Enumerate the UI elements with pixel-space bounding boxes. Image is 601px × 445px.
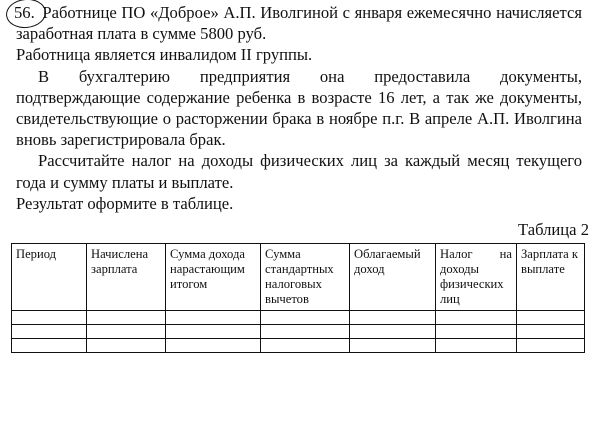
header-salary-payable: Зарплата к выплате xyxy=(517,244,585,311)
problem-text xyxy=(16,2,582,214)
header-cumulative-income: Сумма дохода нарастающим итогом xyxy=(166,244,261,311)
table-cell xyxy=(436,325,517,339)
table-cell xyxy=(166,339,261,353)
table-cell xyxy=(166,311,261,325)
result-table xyxy=(11,243,585,353)
table-cell xyxy=(436,339,517,353)
table-cell xyxy=(261,325,350,339)
problem-number: 56. xyxy=(12,2,38,23)
table-cell xyxy=(436,311,517,325)
header-standard-deductions: Сумма стандартных налоговых вычетов xyxy=(261,244,350,311)
table-cell xyxy=(350,339,436,353)
problem-paragraph-3: Рассчитайте налог на доходы физических лиц за каждый месяц текущего года и сумму платы и выплате. xyxy=(16,151,582,192)
table-caption: Таблица 2 xyxy=(518,220,589,239)
table-cell xyxy=(12,325,87,339)
header-taxable-income: Облагаемый доход xyxy=(350,244,436,311)
problem-paragraph-4: Результат оформите в таблице. xyxy=(16,193,234,213)
table-cell xyxy=(517,339,585,353)
header-accrued-salary: Начислена зарплата xyxy=(87,244,166,311)
header-period: Период xyxy=(12,244,87,311)
table-cell xyxy=(87,339,166,353)
table-cell xyxy=(350,325,436,339)
table-cell xyxy=(517,325,585,339)
table-cell xyxy=(87,311,166,325)
table-cell xyxy=(12,339,87,353)
problem-line-1: Работнице ПО «Доброе» А.П. Иволгиной с января ежемесячно начисляется заработная плата в сумме 5800 руб. xyxy=(16,3,582,44)
table-row xyxy=(12,325,585,339)
table-cell xyxy=(166,325,261,339)
table-cell xyxy=(350,311,436,325)
problem-line-2: Работница является инвалидом II группы. xyxy=(16,45,313,65)
table-cell xyxy=(261,339,350,353)
header-income-tax: Налог на доходы физических лиц xyxy=(436,244,517,311)
table-cell xyxy=(12,311,87,325)
table-cell xyxy=(87,325,166,339)
table-header-row xyxy=(12,244,585,311)
table-cell xyxy=(517,311,585,325)
problem-paragraph-2: В бухгалтерию предприятия она предоставила документы, подтверждающие содержание ребенка в возрасте 16 лет, а так же документы, свидетельствующие о расторжении брака в ноябре п.г. В апреле А.П. Иволгина вновь зарегистрировала брак. xyxy=(16,66,582,150)
table-row xyxy=(12,339,585,353)
problem-intro xyxy=(16,2,582,44)
table-row xyxy=(12,311,585,325)
table-cell xyxy=(261,311,350,325)
